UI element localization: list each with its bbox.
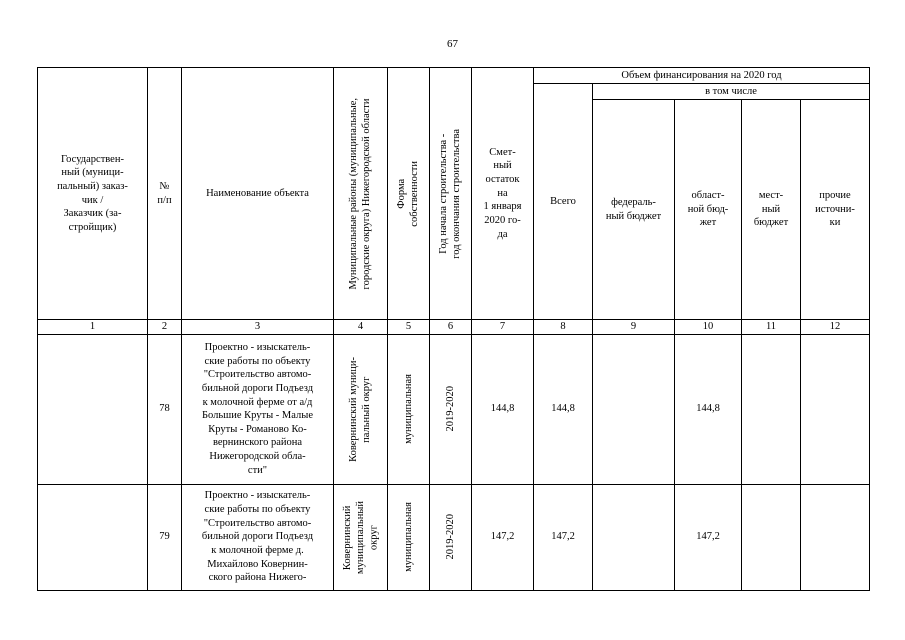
row-regional: 144,8 [675, 334, 742, 484]
header-ownership [388, 68, 430, 320]
row-district-text: Ковернинский муници- пальный округ [348, 356, 373, 462]
row-district [334, 334, 388, 484]
row-federal [593, 334, 675, 484]
header-years [430, 68, 472, 320]
row-local [742, 484, 801, 590]
table-row [38, 484, 870, 590]
header-districts [334, 68, 388, 320]
row-district [334, 484, 388, 590]
row-district-text: Ковернинский муниципальный округ [341, 500, 380, 574]
header-estimated-remainder: Смет- ный остаток на 1 января 2020 го- да [472, 68, 534, 320]
header-ownership-text: Форма собственности [396, 160, 421, 227]
column-number: 3 [182, 320, 334, 335]
column-number: 7 [472, 320, 534, 335]
row-total: 144,8 [534, 334, 593, 484]
header-local: мест- ный бюджет [742, 100, 801, 320]
column-number: 6 [430, 320, 472, 335]
header-object-name: Наименование объекта [182, 68, 334, 320]
table-row [38, 334, 870, 484]
row-years [430, 334, 472, 484]
column-number: 10 [675, 320, 742, 335]
header-total: Всего [534, 84, 593, 320]
row-object-name: Проектно - изыскатель- ские работы по объекту "Строительство автомо- бильной дороги Подъезд к молочной ферме д. Михайлово Ковернин- ского района Нижего- [182, 484, 334, 590]
column-number: 2 [148, 320, 182, 335]
page-number: 67 [447, 38, 458, 50]
header-regional: област- ной бюд- жет [675, 100, 742, 320]
financing-table [37, 67, 870, 591]
row-num: 78 [148, 334, 182, 484]
row-federal [593, 484, 675, 590]
row-remainder: 147,2 [472, 484, 534, 590]
column-number: 8 [534, 320, 593, 335]
column-number: 11 [742, 320, 801, 335]
row-other [801, 334, 870, 484]
row-years-text: 2019-2020 [444, 386, 456, 432]
column-number: 1 [38, 320, 148, 335]
row-ownership-text: муниципальная [402, 502, 414, 573]
column-number: 9 [593, 320, 675, 335]
column-number: 5 [388, 320, 430, 335]
header-other: прочие источни- ки [801, 100, 870, 320]
column-numbers-row [38, 320, 870, 335]
row-ownership [388, 334, 430, 484]
row-years [430, 484, 472, 590]
header-years-text: Год начала строительства - год окончания строительства [438, 128, 463, 259]
header-customer: Государствен- ный (муници- пальный) заказ- чик / Заказчик (за- стройщик) [38, 68, 148, 320]
header-financing-group: Объем финансирования на 2020 год [534, 68, 870, 84]
column-number: 4 [334, 320, 388, 335]
row-other [801, 484, 870, 590]
header-districts-text: Муниципальные районы (муниципальные, городские округа) Нижегородской области [348, 97, 373, 290]
row-years-text: 2019-2020 [444, 514, 456, 560]
row-customer [38, 334, 148, 484]
header-including: в том числе [593, 84, 870, 100]
row-num: 79 [148, 484, 182, 590]
row-total: 147,2 [534, 484, 593, 590]
header-num: № п/п [148, 68, 182, 320]
column-number: 12 [801, 320, 870, 335]
row-ownership [388, 484, 430, 590]
row-local [742, 334, 801, 484]
row-remainder: 144,8 [472, 334, 534, 484]
row-object-name: Проектно - изыскатель- ские работы по объекту "Строительство автомо- бильной дороги Подъезд к молочной ферме от а/д Большие Круты - Малые Круты - Романово Ко- вернинского района Нижегородской обла- сти" [182, 334, 334, 484]
header-row-1 [38, 68, 870, 84]
header-federal: федераль- ный бюджет [593, 100, 675, 320]
row-customer [38, 484, 148, 590]
row-regional: 147,2 [675, 484, 742, 590]
row-ownership-text: муниципальная [402, 374, 414, 445]
